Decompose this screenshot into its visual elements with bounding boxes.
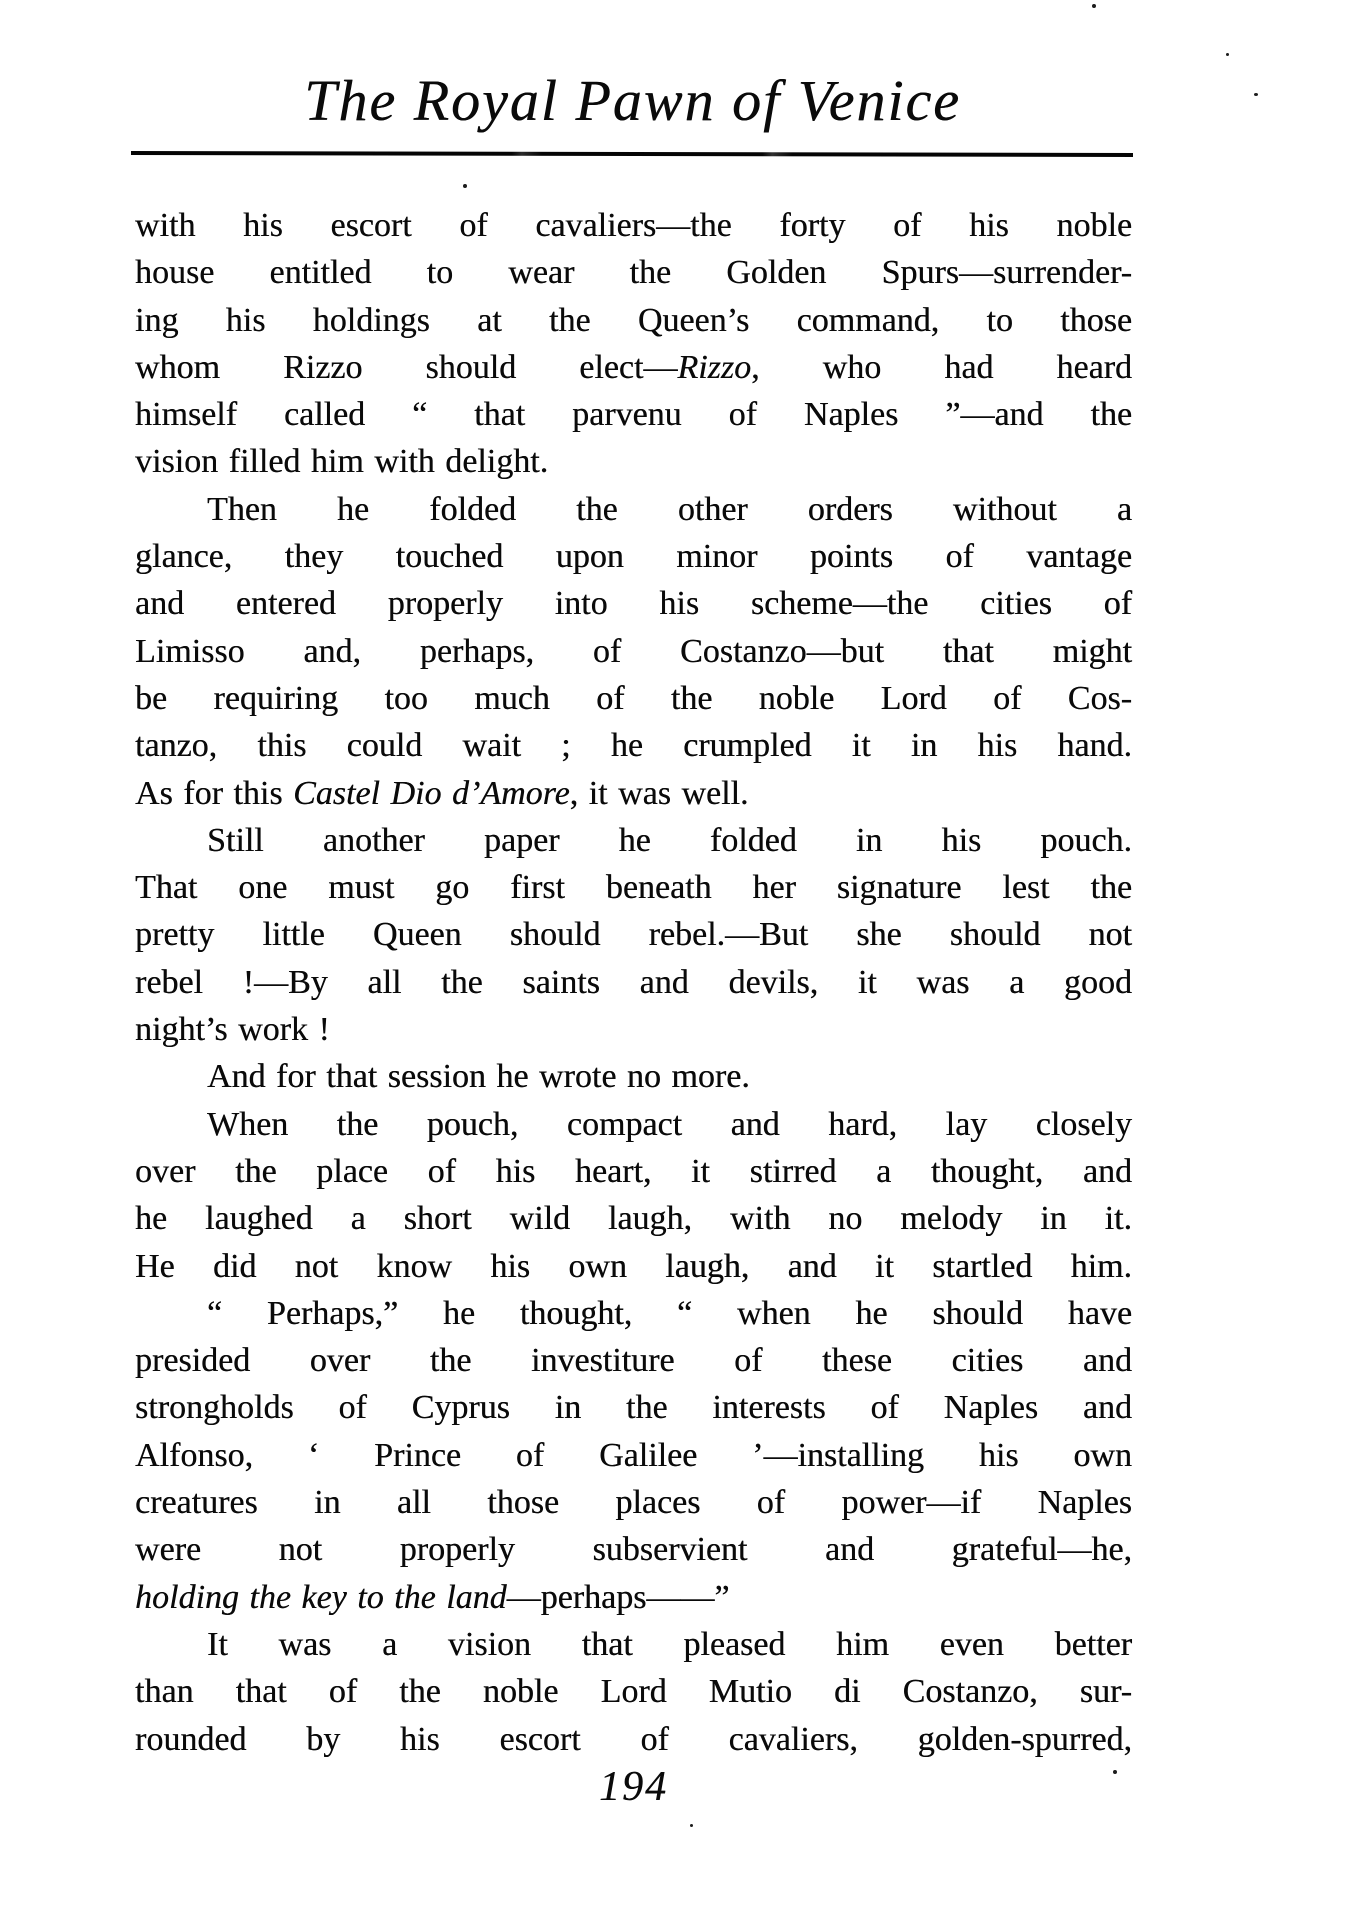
text-segment: It was a vision that pleased him even better: [207, 1625, 1132, 1663]
running-head-title: The Royal Pawn of Venice: [304, 68, 961, 133]
text-segment: presided over the investiture of these cities and: [135, 1342, 1132, 1380]
text-segment: , who had heard: [751, 348, 1132, 386]
text-segment: Limisso and, perhaps, of Costanzo—but that might: [135, 632, 1132, 670]
text-line: [135, 817, 1132, 864]
text-line: [135, 438, 1132, 485]
text-segment: glance, they touched upon minor points of vantage: [135, 538, 1132, 576]
paragraph: [135, 486, 1132, 817]
text-line: [135, 1574, 1132, 1621]
text-line: [135, 675, 1132, 722]
italic-text-segment: Castel Dio d’Amore: [293, 774, 570, 812]
italic-text-segment: Rizzo: [677, 348, 752, 386]
text-line: [135, 770, 1132, 817]
text-segment: When the pouch, compact and hard, lay closely: [207, 1105, 1132, 1143]
text-segment: He did not know his own laugh, and it startled him.: [135, 1247, 1132, 1285]
text-line: [135, 1006, 1132, 1053]
text-line: [135, 202, 1132, 249]
text-segment: whom Rizzo should elect—: [135, 348, 678, 386]
text-line: [135, 911, 1132, 958]
text-segment: with his escort of cavaliers—the forty of his noble: [135, 207, 1132, 244]
italic-text-segment: holding the key to the land: [135, 1578, 507, 1616]
text-line: [135, 1621, 1132, 1668]
text-line: [135, 722, 1132, 769]
paragraph: [135, 1053, 1132, 1100]
scan-speck: [690, 1824, 693, 1827]
scan-speck: [1226, 53, 1229, 56]
text-segment: and entered properly into his scheme—the cities of: [135, 585, 1132, 623]
paragraph: [135, 1621, 1132, 1763]
scan-speck: [1092, 4, 1096, 8]
text-line: [135, 391, 1132, 438]
text-line: [135, 1668, 1132, 1715]
text-segment: strongholds of Cyprus in the interests of Naples and: [135, 1389, 1132, 1427]
text-segment: Then he folded the other orders without a: [207, 490, 1132, 528]
text-line: [135, 1337, 1132, 1384]
text-line: [135, 628, 1132, 675]
paragraph: [135, 1101, 1132, 1290]
text-line: [135, 1148, 1132, 1195]
text-line: [135, 344, 1132, 391]
text-segment: pretty little Queen should rebel.—But she should not: [135, 916, 1132, 954]
body-text: [135, 202, 1132, 1763]
scan-speck: [463, 184, 467, 188]
text-line: [135, 1479, 1132, 1526]
text-segment: As for this: [135, 774, 294, 812]
text-segment: he laughed a short wild laugh, with no melody in it.: [135, 1200, 1132, 1238]
text-line: [135, 1290, 1132, 1337]
text-line: [135, 1053, 1132, 1100]
text-segment: rebel !—By all the saints and devils, it was a good: [135, 963, 1132, 1001]
scan-speck: [1113, 1770, 1117, 1774]
paragraph: [135, 1290, 1132, 1621]
text-segment: “ Perhaps,” he thought, “ when he should have: [207, 1294, 1132, 1332]
text-segment: Alfonso, ‘ Prince of Galilee ’—installing his own: [135, 1436, 1132, 1474]
header-rule: [131, 151, 1133, 157]
text-line: [135, 580, 1132, 627]
paragraph: [135, 817, 1132, 1053]
text-line: [135, 864, 1132, 911]
text-segment: tanzo, this could wait ; he crumpled it in his hand.: [135, 727, 1132, 765]
text-segment: than that of the noble Lord Mutio di Costanzo, sur-: [135, 1673, 1132, 1711]
scan-speck: [1254, 93, 1258, 96]
text-segment: ing his holdings at the Queen’s command, to those: [135, 301, 1132, 339]
text-segment: That one must go first beneath her signature lest the: [135, 869, 1132, 907]
text-segment: over the place of his heart, it stirred a thought, and: [135, 1152, 1132, 1190]
text-segment: Still another paper he folded in his pouch.: [207, 821, 1132, 859]
text-line: [135, 1432, 1132, 1479]
text-segment: rounded by his escort of cavaliers, golden-spurred,: [135, 1720, 1132, 1758]
text-line: [135, 1716, 1132, 1763]
text-segment: himself called “ that parvenu of Naples ”—and the: [135, 396, 1132, 434]
text-line: [135, 1243, 1132, 1290]
paragraph: [135, 202, 1132, 486]
text-line: [135, 533, 1132, 580]
text-segment: And for that session he wrote no more.: [207, 1058, 750, 1096]
page-number: 194: [599, 1764, 668, 1810]
text-segment: be requiring too much of the noble Lord of Cos-: [135, 679, 1132, 717]
text-line: [135, 486, 1132, 533]
text-line: [135, 249, 1132, 296]
text-segment: night’s work !: [135, 1011, 330, 1049]
text-segment: were not properly subservient and grateful—he,: [135, 1531, 1132, 1569]
text-segment: , it was well.: [569, 774, 749, 812]
text-line: [135, 1101, 1132, 1148]
text-line: [135, 959, 1132, 1006]
text-line: [135, 1526, 1132, 1573]
text-line: [135, 1195, 1132, 1242]
text-segment: creatures in all those places of power—if Naples: [135, 1484, 1132, 1522]
text-line: [135, 1384, 1132, 1431]
text-segment: vision filled him with delight.: [135, 443, 549, 481]
text-segment: —perhaps——”: [506, 1578, 730, 1616]
text-segment: house entitled to wear the Golden Spurs—surrender-: [135, 254, 1132, 292]
text-line: [135, 297, 1132, 344]
